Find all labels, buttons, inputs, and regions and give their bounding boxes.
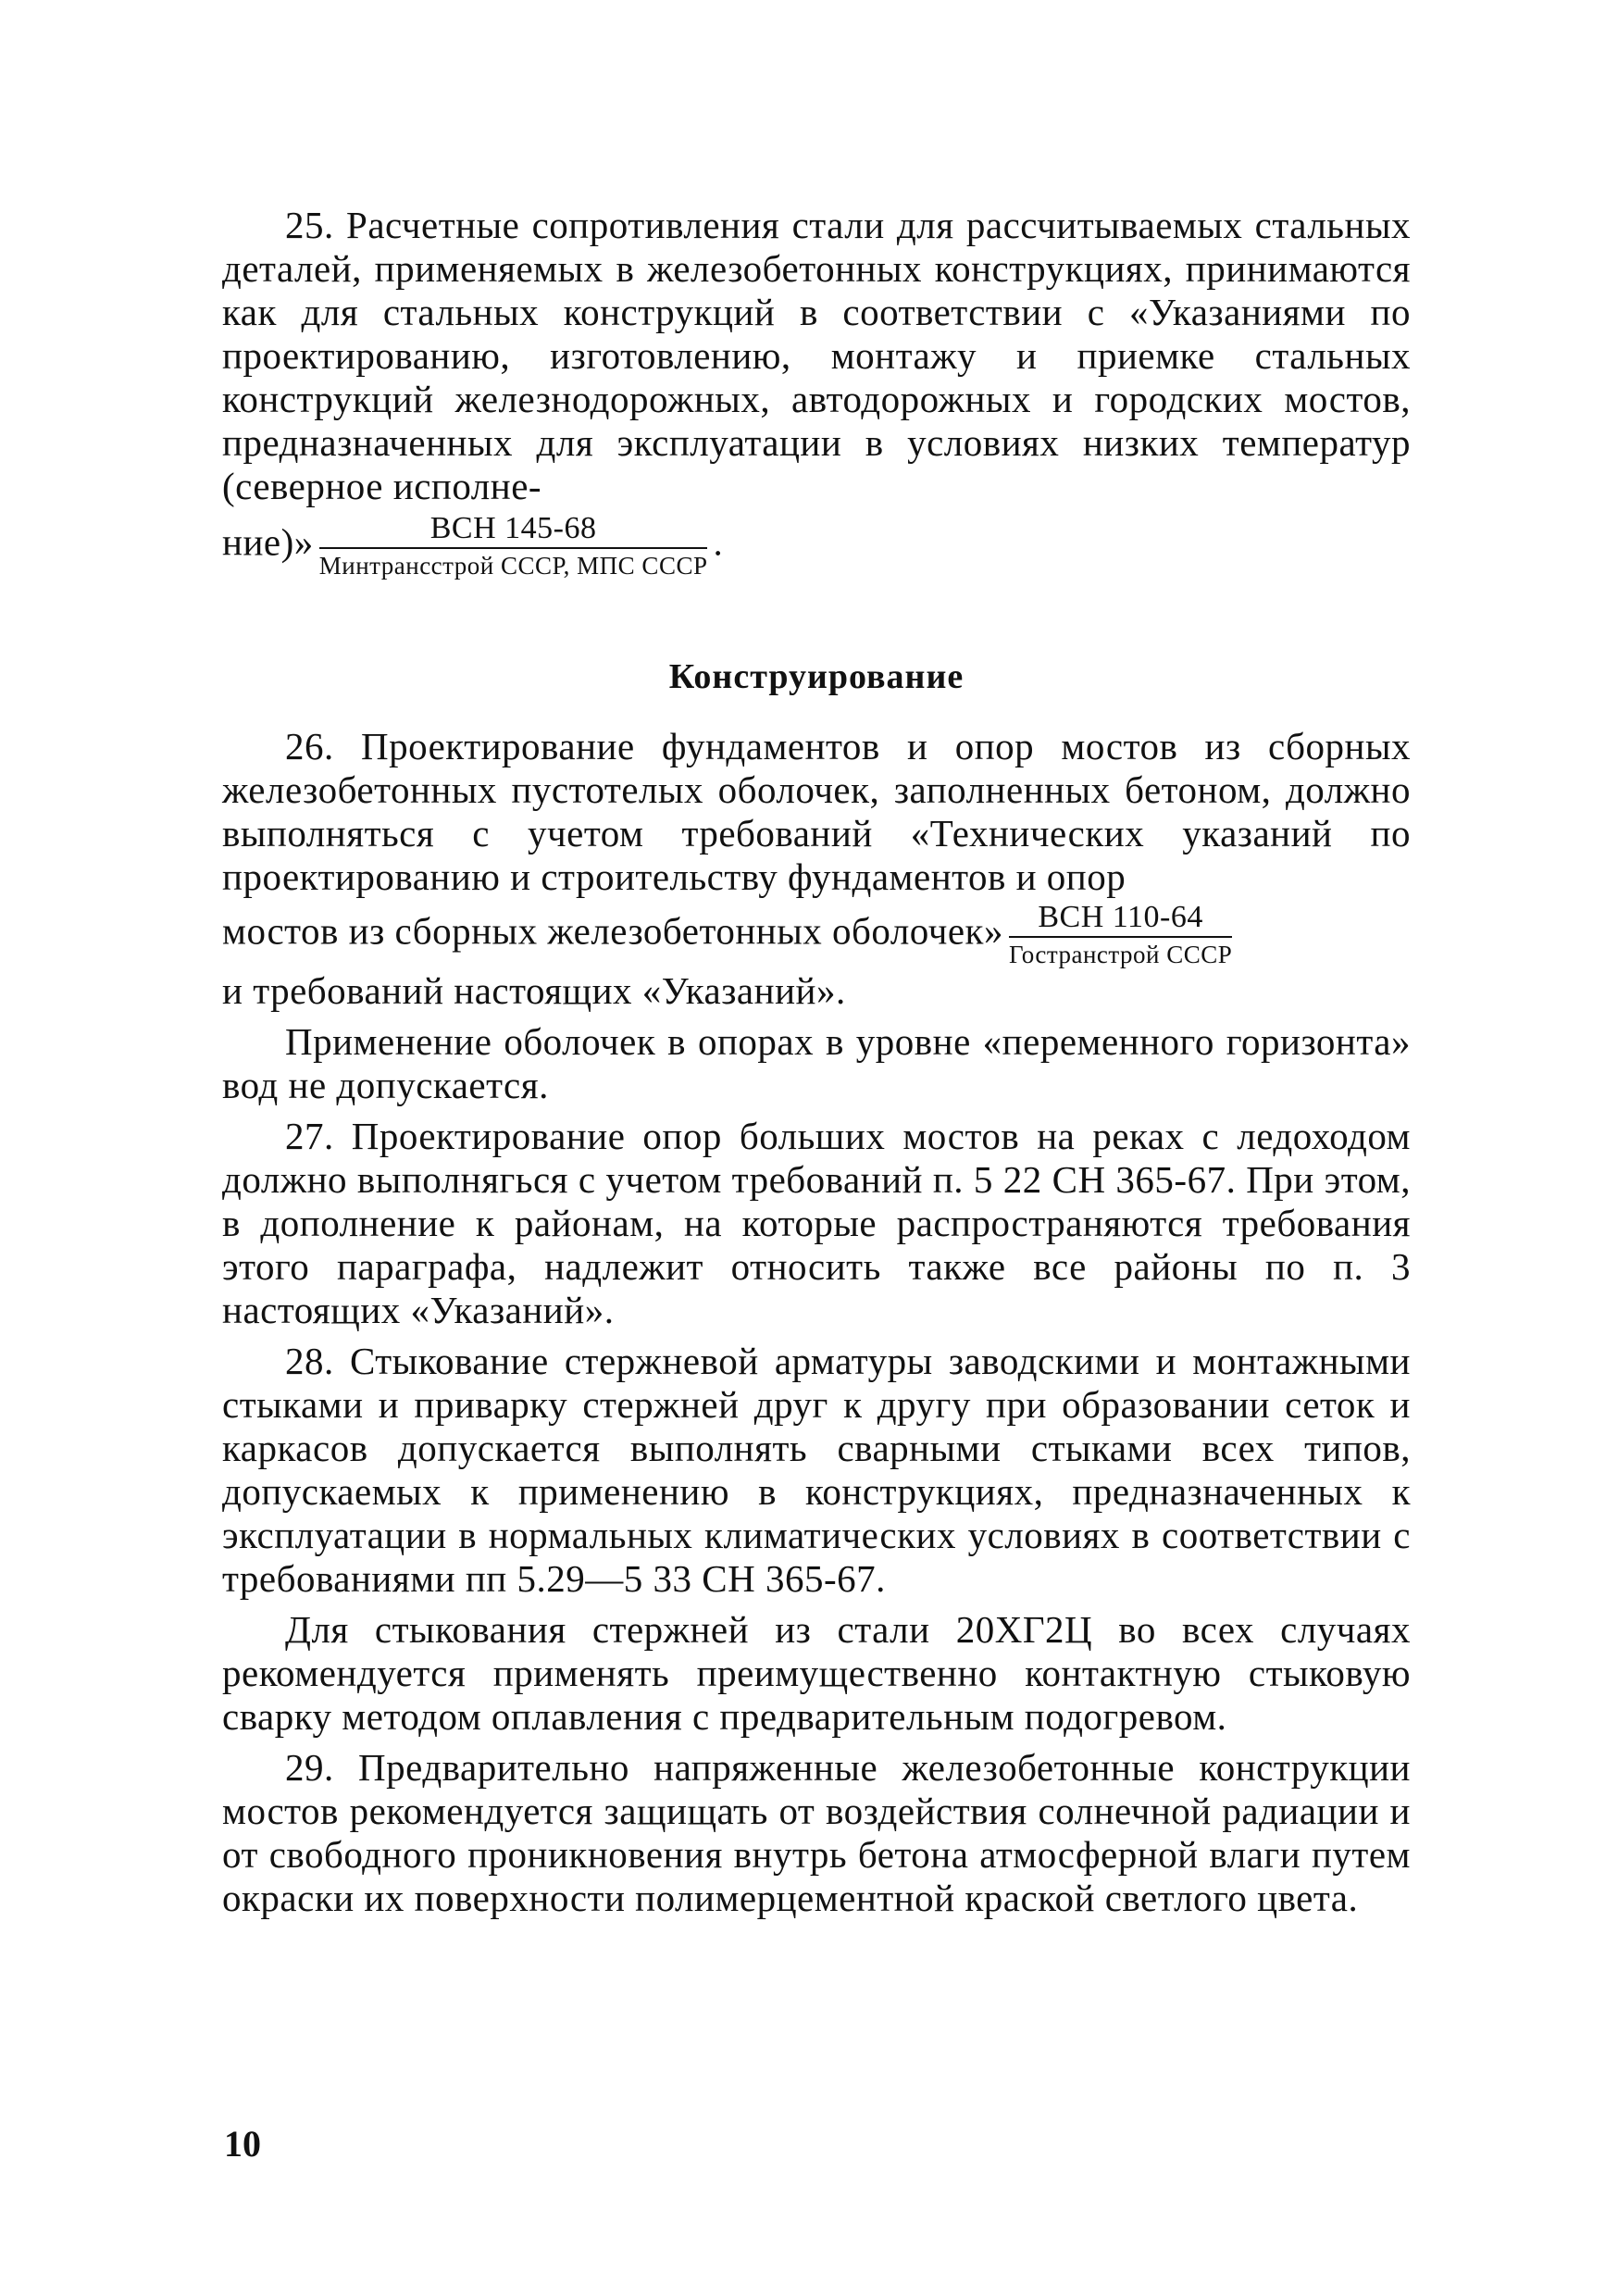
fraction-vsn-145-68 [319, 512, 708, 580]
paragraph-26: 26. Проектирование фундаментов и опор мостов из сборных железобетонных пустотелых оболочек, заполненных бетоном, должно выполняться с учетом требований «Технических указаний по проектированию и строительству фундаментов и опор [222, 725, 1411, 898]
page-number: 10 [224, 2123, 261, 2165]
paragraph-26-tail-start: мостов из сборных железобетонных оболочек» [222, 909, 1003, 953]
fraction-numerator: ВСН 145-68 [319, 512, 708, 549]
paragraph-26-tail [222, 901, 1411, 969]
paragraph-25-tail-start: ние)» [222, 520, 314, 564]
paragraph-28b: Для стыкования стержней из стали 20ХГ2Ц во всех случаях рекомендуется применять преимущественно контактную стыковую сварку методом оплавления с предварительным подогревом. [222, 1608, 1411, 1738]
paragraph-25-tail-end: . [713, 520, 724, 564]
fraction-numerator: ВСН 110-64 [1009, 901, 1232, 938]
paragraph-26-continuation: и требований настоящих «Указаний». [222, 969, 846, 1012]
paragraph-25-tail [222, 512, 1411, 580]
paragraph-28: 28. Стыкование стержневой арматуры заводскими и монтажными стыками и приварку стержней друг к другу при образовании сеток и каркасов допускается выполнять сварными стыками всех типов, допускаемых к применению в конструкциях, предназначенных к эксплуатации в нормальных климатических условиях в соответствии с требованиями пп 5.29—5 33 СН 365-67. [222, 1340, 1411, 1600]
document-body [222, 204, 1411, 1920]
paragraph-29: 29. Предварительно напряженные железобетонные конструкции мостов рекомендуется защищать от воздействия солнечной радиации и от свободного проникновения внутрь бетона атмосферной влаги путем окраски их поверхности полимерцементной краской светлого цвета. [222, 1746, 1411, 1919]
section-heading: Конструирование [668, 657, 965, 696]
paragraph-26b: Применение оболочек в опорах в уровне «переменного горизонта» вод не допускается. [222, 1020, 1411, 1106]
fraction-vsn-110-64 [1009, 901, 1232, 969]
fraction-denominator: Гостранстрой СССР [1008, 941, 1233, 968]
paragraph-25: 25. Расчетные сопротивления стали для рассчитываемых стальных деталей, применяемых в железобетонных конструкциях, принимаются как для стальных конструкций в соответствии с «Указаниями по проектированию, изготовлению, монтажу и приемке стальных конструкций железнодорожных, автодорожных и городских мостов, предназначенных для эксплуатации в условиях низких температур (северное исполне- [222, 204, 1411, 507]
paragraph-27: 27. Проектирование опор больших мостов на реках с ледоходом должно выполнягься с учетом требований п. 5 22 СН 365-67. При этом, в дополнение к районам, на которые распространяются требования этого параграфа, надлежит относить также все районы по п. 3 настоящих «Указаний». [222, 1115, 1411, 1331]
fraction-denominator: Минтрансстрой СССР, МПС СССР [318, 552, 708, 580]
